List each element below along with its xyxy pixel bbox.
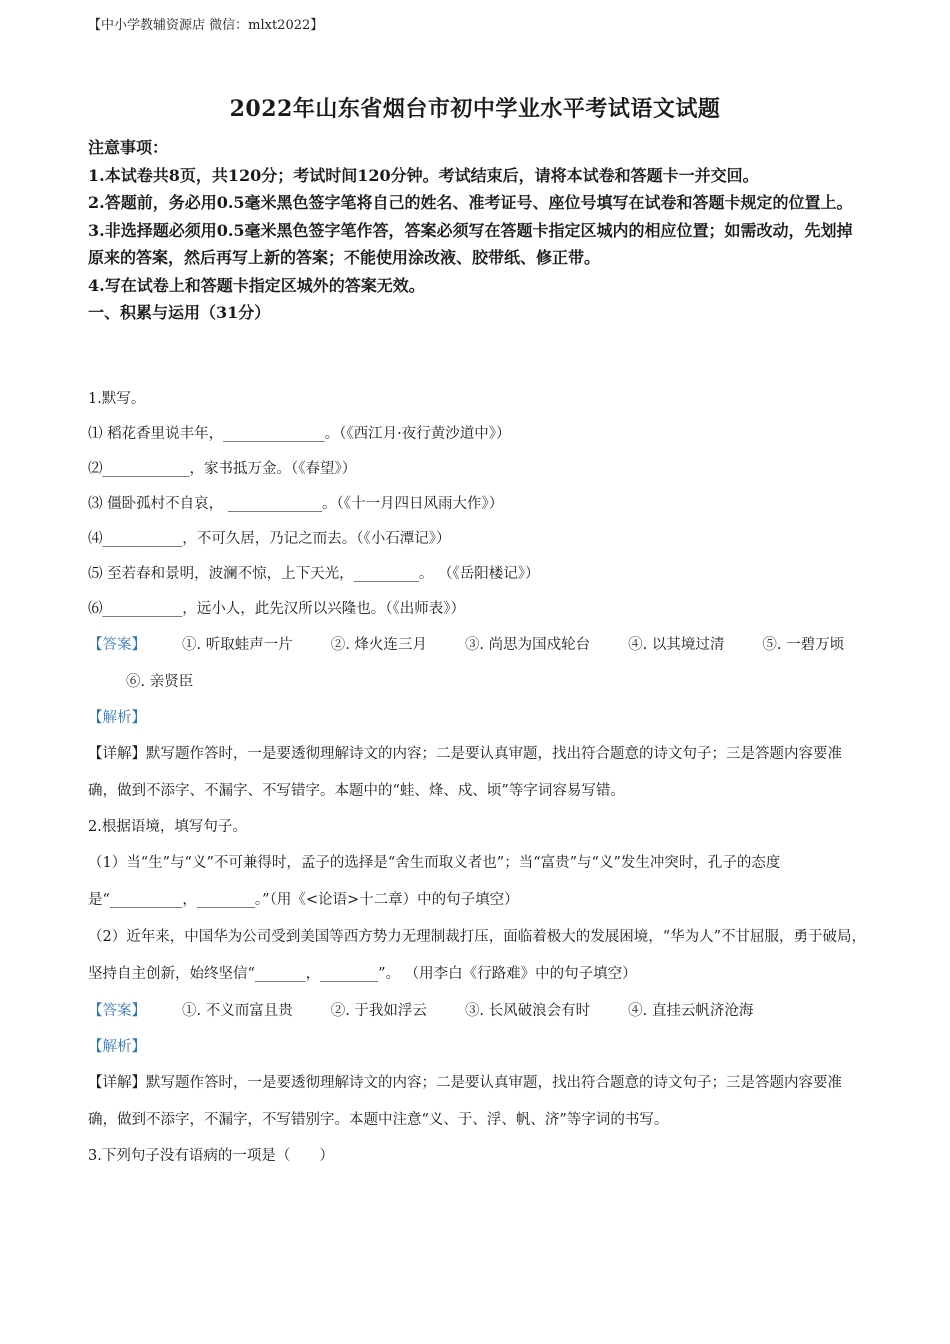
answer-label: 【答案】: [88, 637, 146, 653]
answer-label: 【答案】: [88, 1003, 146, 1019]
q1-answer: [88, 627, 868, 701]
header-tag: 【中小学教辅资源店 微信：mlxt2022】: [88, 18, 324, 33]
q2-detail: [88, 1065, 868, 1139]
notice-block: [88, 134, 858, 327]
notice-item: 2.答题前，务必用0.5毫米黑色签字笔将自己的姓名、准考证号、座位号填写在试卷和答题卡规定的位置上。: [88, 193, 853, 212]
q2-stem: 2.根据语境，填写句子。: [88, 819, 247, 835]
q1-detail: [88, 736, 868, 810]
q2-part1: （1）当“生”与“义”不可兼得时，孟子的选择是“舍生而取义者也”；当“富贵”与“义”发生冲突时，孔子的态度是“__________，________。”（用《<论语>十二章）中的句子填空）: [88, 855, 781, 908]
answer-item: ③. 尚思为国戍轮台: [464, 637, 591, 653]
notice-heading: 注意事项：: [88, 138, 169, 157]
answer-item: ②. 于我如浮云: [330, 1003, 427, 1019]
detail-text: 默写题作答时，一是要透彻理解诗文的内容；二是要认真审题，找出符合题意的诗文句子；三是答题内容要准确，做到不添字、不漏字、不写错字。本题中的“蛙、烽、戍、顷”等字词容易写错。: [88, 746, 842, 799]
q1-item: ⑶ 僵卧孤村不自哀， _____________。（《十一月四日风雨大作》）: [88, 496, 504, 512]
notice-item: 4.写在试卷上和答题卡指定区城外的答案无效。: [88, 275, 425, 295]
detail-text: 默写题作答时，一是要透彻理解诗文的内容；二是要认真审题，找出符合题意的诗文句子；三是答题内容要准确，做到不添字，不漏字，不写错别字。本题中注意“义、于、浮、帆、济”等字词的书写。: [88, 1075, 842, 1128]
detail-label: 【详解】: [88, 746, 146, 762]
answer-item: ④. 以其境过清: [628, 637, 725, 653]
q1-item: ⑹___________，远小人，此先汉所以兴隆也。（《出师表》）: [88, 601, 465, 617]
section-title: 一、积累与运用（31分）: [88, 303, 271, 322]
answer-item: ③. 长风破浪会有时: [464, 1003, 591, 1019]
page-title: 2022年山东省烟台市初中学业水平考试语文试题: [229, 96, 721, 122]
q1-item: ⑸ 至若春和景明，波澜不惊，上下天光，_________。 （《岳阳楼记》）: [88, 566, 540, 582]
answer-item: ④. 直挂云帆济沧海: [628, 1003, 754, 1019]
detail-label: 【详解】: [88, 1075, 146, 1091]
answer-item: ①. 不义而富且贵: [182, 1003, 293, 1019]
q2-part2: （2）近年来，中国华为公司受到美国等西方势力无理制裁打压，面临着极大的发展困境，“华为人”不甘屈服，勇于破局，坚持自主创新，始终坚信“_______，________”。 （用李白《行路难》中的句子填空）: [88, 929, 867, 982]
analysis-label: 【解析】: [88, 1039, 146, 1055]
q3-stem: 3.下列句子没有语病的一项是（ ）: [88, 1148, 334, 1164]
answer-item: ②. 烽火连三月: [330, 637, 427, 653]
answer-item: ①. 听取蛙声一片: [182, 637, 293, 653]
analysis-label: 【解析】: [88, 710, 146, 726]
q2-answer: [88, 993, 868, 1030]
question-content: [88, 382, 868, 1174]
q1-stem: 1.默写。: [88, 391, 146, 407]
q1-item: ⑵____________，家书抵万金。（《春望》）: [88, 461, 357, 477]
q1-item: ⑴ 稻花香里说丰年，______________。（《西江月·夜行黄沙道中》）: [88, 426, 511, 442]
answer-item: ⑤. 一碧万顷: [762, 637, 845, 653]
notice-item: 1.本试卷共8页，共120分；考试时间120分钟。考试结束后，请将本试卷和答题卡一并交回。: [88, 165, 759, 185]
answer-item: ⑥. 亲贤臣: [126, 674, 194, 690]
q1-item: ⑷___________，不可久居，乃记之而去。（《小石潭记》）: [88, 531, 451, 547]
notice-item: 3.非选择题必须用0.5毫米黑色签字笔作答，答案必须写在答题卡指定区城内的相应位置；如需改动，先划掉原来的答案，然后再写上新的答案；不能使用涂改液、胶带纸、修正带。: [88, 220, 853, 267]
